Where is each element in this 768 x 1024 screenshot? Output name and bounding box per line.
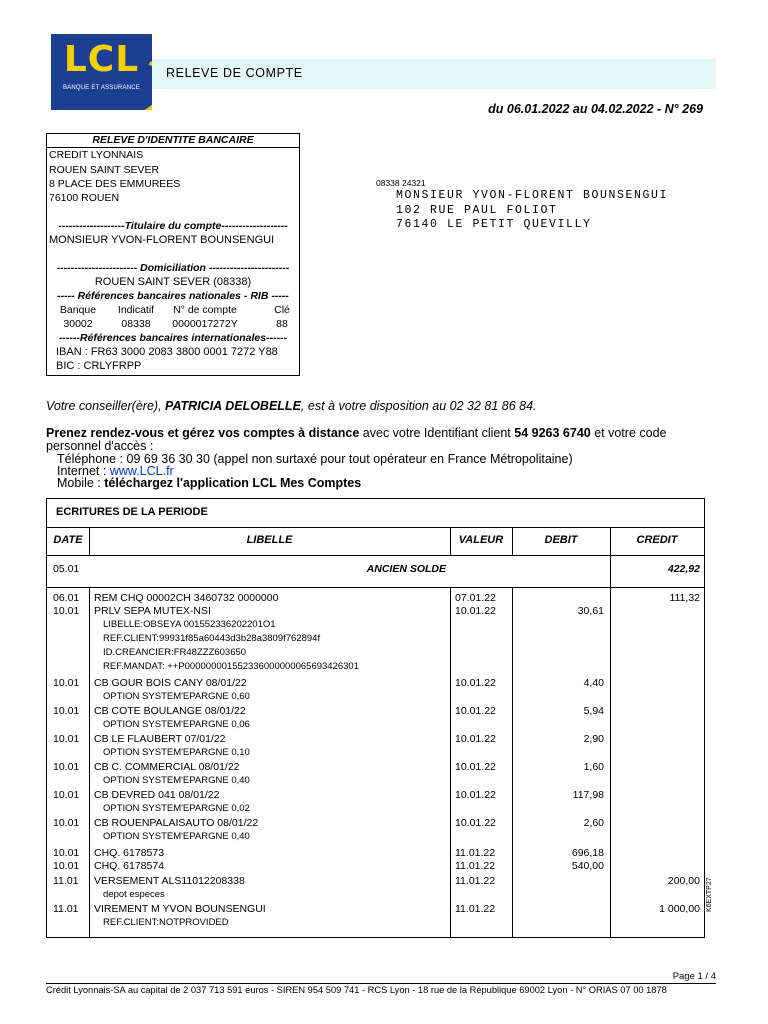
lcl-logo xyxy=(51,34,152,110)
row-debit: 30,61 xyxy=(577,605,604,617)
row-debit: 540,00 xyxy=(571,860,604,872)
row-libelle: OPTION SYSTEM'EPARGNE 0,60 xyxy=(103,691,250,702)
lcl-website-link[interactable]: www.LCL.fr xyxy=(109,464,174,478)
row-libelle: depot especes xyxy=(103,889,165,900)
address-line: MONSIEUR YVON-FLORENT BOUNSENGUI xyxy=(396,189,669,202)
row-libelle: OPTION SYSTEM'EPARGNE 0,40 xyxy=(103,775,250,786)
row-valeur: 10.01.22 xyxy=(455,705,496,717)
row-valeur: 07.01.22 xyxy=(455,592,496,604)
row-valeur: 10.01.22 xyxy=(455,817,496,829)
header-date: DATE xyxy=(53,534,83,546)
row-libelle: OPTION SYSTEM'EPARGNE 0,40 xyxy=(103,831,250,842)
access-text: et votre code xyxy=(590,426,667,440)
bank-line: ROUEN SAINT SEVER xyxy=(49,164,160,176)
legal-footer: Crédit Lyonnais-SA au capital de 2 037 713 591 euros - SIREN 954 509 741 - RCS Lyon - 18 rue de la République 69002 Lyon - N° ORIAS 07 00 1878 xyxy=(46,985,667,995)
row-credit: 1 000,00 xyxy=(659,903,700,915)
ancien-date: 05.01 xyxy=(53,563,80,575)
row-libelle: CB LE FLAUBERT 07/01/22 xyxy=(94,733,226,745)
mobile-label: Mobile : xyxy=(57,476,105,490)
mobile-app-text: téléchargez l'application LCL Mes Comptes xyxy=(104,476,362,490)
row-libelle: CB ROUENPALAISAUTO 08/01/22 xyxy=(94,817,259,829)
account-holder: MONSIEUR YVON-FLORENT BOUNSENGUI xyxy=(49,234,275,246)
row-valeur: 11.01.22 xyxy=(455,875,496,887)
section-header xyxy=(47,499,704,528)
rib-header-cle: Clé xyxy=(274,304,290,316)
row-date: 10.01 xyxy=(53,860,80,872)
row-valeur: 11.01.22 xyxy=(455,903,496,915)
rib-header-account: N° de compte xyxy=(173,304,237,316)
rib-header-banque: Banque xyxy=(59,304,97,316)
advisor-line xyxy=(46,399,537,413)
statement-period: du 06.01.2022 au 04.02.2022 - N° 269 xyxy=(488,102,703,116)
page-title: RELEVE DE COMPTE xyxy=(166,66,303,80)
advisor-prefix: Votre conseiller(ère), xyxy=(46,399,166,413)
row-credit: 200,00 xyxy=(667,875,700,887)
ancien-credit: 422,92 xyxy=(667,563,700,575)
row-libelle: VERSEMENT ALS11012208338 xyxy=(94,875,245,887)
row-date: 10.01 xyxy=(53,817,80,829)
bank-line: 76100 ROUEN xyxy=(49,192,120,204)
rib-title: RELEVE D'IDENTITE BANCAIRE xyxy=(47,134,299,148)
row-valeur: 10.01.22 xyxy=(455,605,496,617)
row-libelle: REF.CLIENT:99931f85a60443d3b28a3809f762894f xyxy=(103,633,321,644)
branch: ROUEN SAINT SEVER (08338) xyxy=(94,276,252,288)
address-line: 102 RUE PAUL FOLIOT xyxy=(396,204,558,217)
row-valeur: 10.01.22 xyxy=(455,789,496,801)
section-title: ECRITURES DE LA PERIODE xyxy=(56,506,208,518)
row-valeur: 11.01.22 xyxy=(455,847,496,859)
row-libelle: CHQ. 6178573 xyxy=(94,847,165,859)
row-date: 06.01 xyxy=(53,592,80,604)
bank-line: 8 PLACE DES EMMUREES xyxy=(49,178,181,190)
row-debit: 2,60 xyxy=(583,817,604,829)
row-debit: 5,94 xyxy=(583,705,604,717)
rib-separator: ----- Références bancaires nationales - RIB ----- xyxy=(57,290,289,302)
rib-account: 0000017272Y xyxy=(172,318,238,330)
row-valeur: 10.01.22 xyxy=(455,761,496,773)
transactions-table xyxy=(46,498,705,938)
page-number: Page 1 / 4 xyxy=(672,971,716,982)
row-libelle: OPTION SYSTEM'EPARGNE 0,10 xyxy=(103,747,250,758)
header-credit: CREDIT xyxy=(636,534,678,546)
row-libelle: CB DEVRED 041 08/01/22 xyxy=(94,789,220,801)
header-libelle: LIBELLE xyxy=(246,534,293,546)
bic: BIC : CRLYFRPP xyxy=(56,360,142,372)
row-date: 10.01 xyxy=(53,789,80,801)
rib-header-indicatif: Indicatif xyxy=(117,304,155,316)
row-libelle: REF.MANDAT: ++P000000001552336000000065693426301 xyxy=(103,661,360,672)
client-id: 54 9263 6740 xyxy=(514,426,591,440)
header-valeur: VALEUR xyxy=(458,534,504,546)
title-banner xyxy=(152,59,716,89)
logo-word: LCL xyxy=(63,39,140,80)
row-libelle: PRLV SEPA MUTEX-NSI xyxy=(94,605,211,617)
row-date: 10.01 xyxy=(53,705,80,717)
iban: IBAN : FR63 3000 2083 3800 0001 7272 Y88 xyxy=(56,346,278,358)
row-debit: 1,60 xyxy=(583,761,604,773)
row-debit: 4,40 xyxy=(583,677,604,689)
rib-indicatif: 08338 xyxy=(121,318,151,330)
ancien-label: ANCIEN SOLDE xyxy=(366,563,446,575)
row-credit: 111,32 xyxy=(669,592,700,604)
row-date: 10.01 xyxy=(53,733,80,745)
row-date: 10.01 xyxy=(53,677,80,689)
row-libelle: CHQ. 6178574 xyxy=(94,860,165,872)
row-libelle: CB C. COMMERCIAL 08/01/22 xyxy=(94,761,240,773)
row-libelle: CB GOUR BOIS CANY 08/01/22 xyxy=(94,677,247,689)
access-bold: Prenez rendez-vous et gérez vos comptes à distance xyxy=(46,426,360,440)
row-debit: 2,90 xyxy=(583,733,604,745)
access-line-2: personnel d'accès : xyxy=(46,439,154,453)
row-libelle: LIBELLE:OBSEYA 001552336202201O1 xyxy=(103,619,276,630)
row-date: 10.01 xyxy=(53,847,80,859)
row-libelle: CB COTE BOULANGE 08/01/22 xyxy=(94,705,246,717)
bank-line: CREDIT LYONNAIS xyxy=(49,149,144,161)
address-code: 08338 24321 xyxy=(376,178,426,188)
address-line: 76140 LE PETIT QUEVILLY xyxy=(396,218,592,231)
mobile-line xyxy=(57,476,361,490)
rib-cle: 88 xyxy=(276,318,288,330)
logo-tagline: BANQUE ET ASSURANCE xyxy=(62,85,141,91)
row-libelle: ID.CREANCIER:FR48ZZZ603650 xyxy=(103,647,247,658)
access-line-1 xyxy=(46,426,666,440)
row-libelle: OPTION SYSTEM'EPARGNE 0,06 xyxy=(103,719,250,730)
row-libelle: REF.CLIENT:NOTPROVIDED xyxy=(103,917,229,928)
header-debit: DEBIT xyxy=(544,534,578,546)
row-valeur: 11.01.22 xyxy=(455,860,496,872)
row-date: 10.01 xyxy=(53,605,80,617)
advisor-suffix: , est à votre disposition au 02 32 81 86 84. xyxy=(300,399,537,413)
row-debit: 696,18 xyxy=(571,847,604,859)
side-code: K6EXTP27 xyxy=(706,877,713,912)
domiciliation-separator: ----------------------- Domiciliation ----------------------- xyxy=(56,262,290,274)
row-valeur: 10.01.22 xyxy=(455,677,496,689)
advisor-name: PATRICIA DELOBELLE xyxy=(165,399,301,413)
row-date: 11.01 xyxy=(53,875,79,887)
rib-box xyxy=(46,133,300,376)
internet-label: Internet : xyxy=(57,464,110,478)
row-libelle: VIREMENT M YVON BOUNSENGUI xyxy=(94,903,266,915)
row-valeur: 10.01.22 xyxy=(455,733,496,745)
row-date: 10.01 xyxy=(53,761,80,773)
rib-banque: 30002 xyxy=(63,318,93,330)
intl-separator: ------Références bancaires internationales------ xyxy=(58,332,288,344)
footer-divider xyxy=(46,983,716,984)
row-debit: 117,98 xyxy=(572,789,604,801)
titulaire-separator: -------------------Titulaire du compte------------------- xyxy=(58,220,288,232)
access-text: avec votre Identifiant client xyxy=(359,426,515,440)
row-libelle: OPTION SYSTEM'EPARGNE 0,02 xyxy=(103,803,250,814)
row-libelle: REM CHQ 00002CH 3460732 0000000 xyxy=(94,592,279,604)
row-date: 11.01 xyxy=(53,903,79,915)
phone-line: Téléphone : 09 69 36 30 30 (appel non surtaxé pour tout opérateur en France Métropolitaine) xyxy=(57,452,573,466)
